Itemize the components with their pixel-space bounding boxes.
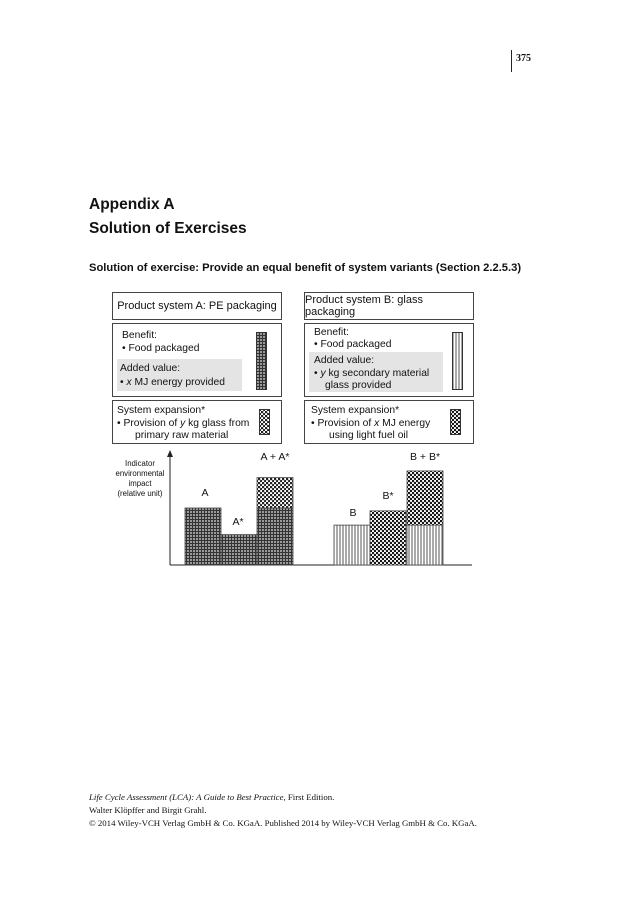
system-b-expansion-line1-pre: • Provision of — [311, 418, 375, 429]
label-b: B — [349, 507, 357, 519]
label-a-sum: A + A* — [260, 451, 290, 463]
system-a-header-text: Product system A: PE packaging — [117, 300, 277, 312]
system-b-expansion-label: System expansion* — [311, 405, 400, 416]
system-a-added-value-var: x — [126, 377, 132, 388]
y-axis-arrow — [167, 450, 173, 457]
y-axis-label-line1: Indicator — [125, 459, 155, 468]
system-b-added-value-label: Added value: — [314, 355, 375, 366]
system-a-expansion-var: y — [180, 418, 186, 429]
system-b-header-text: Product system B: glass packaging — [305, 294, 423, 318]
footer-copyright: © 2014 Wiley-VCH Verlag GmbH & Co. KGaA. Published 2014 by Wiley-VCH Verlag GmbH & Co. KGaA. — [89, 818, 477, 828]
bar-b-2 — [334, 525, 370, 565]
system-b-expansion-line1-post: MJ energy — [379, 418, 431, 429]
system-a-benefit-label: Benefit: — [122, 330, 157, 341]
page-number: 375 — [511, 50, 531, 72]
label-a: A — [201, 487, 209, 499]
bar-a-0 — [185, 508, 221, 565]
system-b-added-value-var: y — [320, 368, 326, 379]
bar-bstar-3 — [370, 511, 406, 565]
system-a-added-value-text: MJ energy provided — [131, 377, 225, 388]
system-a-added-value-label: Added value: — [120, 363, 181, 374]
bar-aplusastar-1 — [257, 478, 293, 508]
chapter-title: Solution of Exercises — [89, 220, 247, 237]
system-b-benefit-item: • Food packaged — [314, 339, 392, 350]
system-b-expansion-var: x — [374, 418, 380, 429]
label-b-sum: B + B* — [409, 451, 441, 463]
system-a-expansion-label: System expansion* — [117, 405, 206, 416]
footer-authors: Walter Klöpffer and Birgit Grahl. — [89, 805, 207, 815]
system-b-added-value-text: kg secondary material — [325, 368, 430, 379]
system-a-expansion-line1-post: kg glass from — [185, 418, 250, 429]
y-axis-label-line4: (relative unit) — [117, 489, 163, 498]
section-heading: Solution of exercise: Provide an equal benefit of system variants (Section 2.2.5.3) — [89, 262, 522, 274]
bar-astar-1 — [221, 535, 257, 565]
footer-book-title: Life Cycle Assessment (LCA): A Guide to Best Practice — [89, 792, 284, 802]
system-b-added-value-bullet: • — [314, 368, 321, 379]
y-axis-label-line2: environmental — [115, 469, 165, 478]
bar-aplusastar-0 — [257, 508, 293, 565]
bar-bplusbstar-3 — [407, 471, 443, 525]
system-a-expansion-line2: primary raw material — [135, 430, 229, 441]
footer-citation-line1 — [89, 792, 334, 803]
system-a-added-value-bullet: • — [120, 377, 127, 388]
footer-edition: , First Edition. — [283, 792, 335, 802]
chart-bars — [185, 471, 443, 565]
bar-bplusbstar-2 — [407, 525, 443, 565]
system-a-expansion-line1-pre: • Provision of — [117, 418, 181, 429]
system-b-expansion-line2: using light fuel oil — [329, 430, 408, 441]
appendix-label: Appendix A — [89, 196, 175, 213]
system-b-benefit-label: Benefit: — [314, 327, 349, 338]
label-b-star: B* — [382, 490, 394, 502]
system-a-benefit-item: • Food packaged — [122, 343, 200, 354]
y-axis-label-line3: impact — [128, 479, 152, 488]
label-a-star: A* — [232, 516, 244, 528]
system-b-added-value-line2: glass provided — [325, 380, 392, 391]
